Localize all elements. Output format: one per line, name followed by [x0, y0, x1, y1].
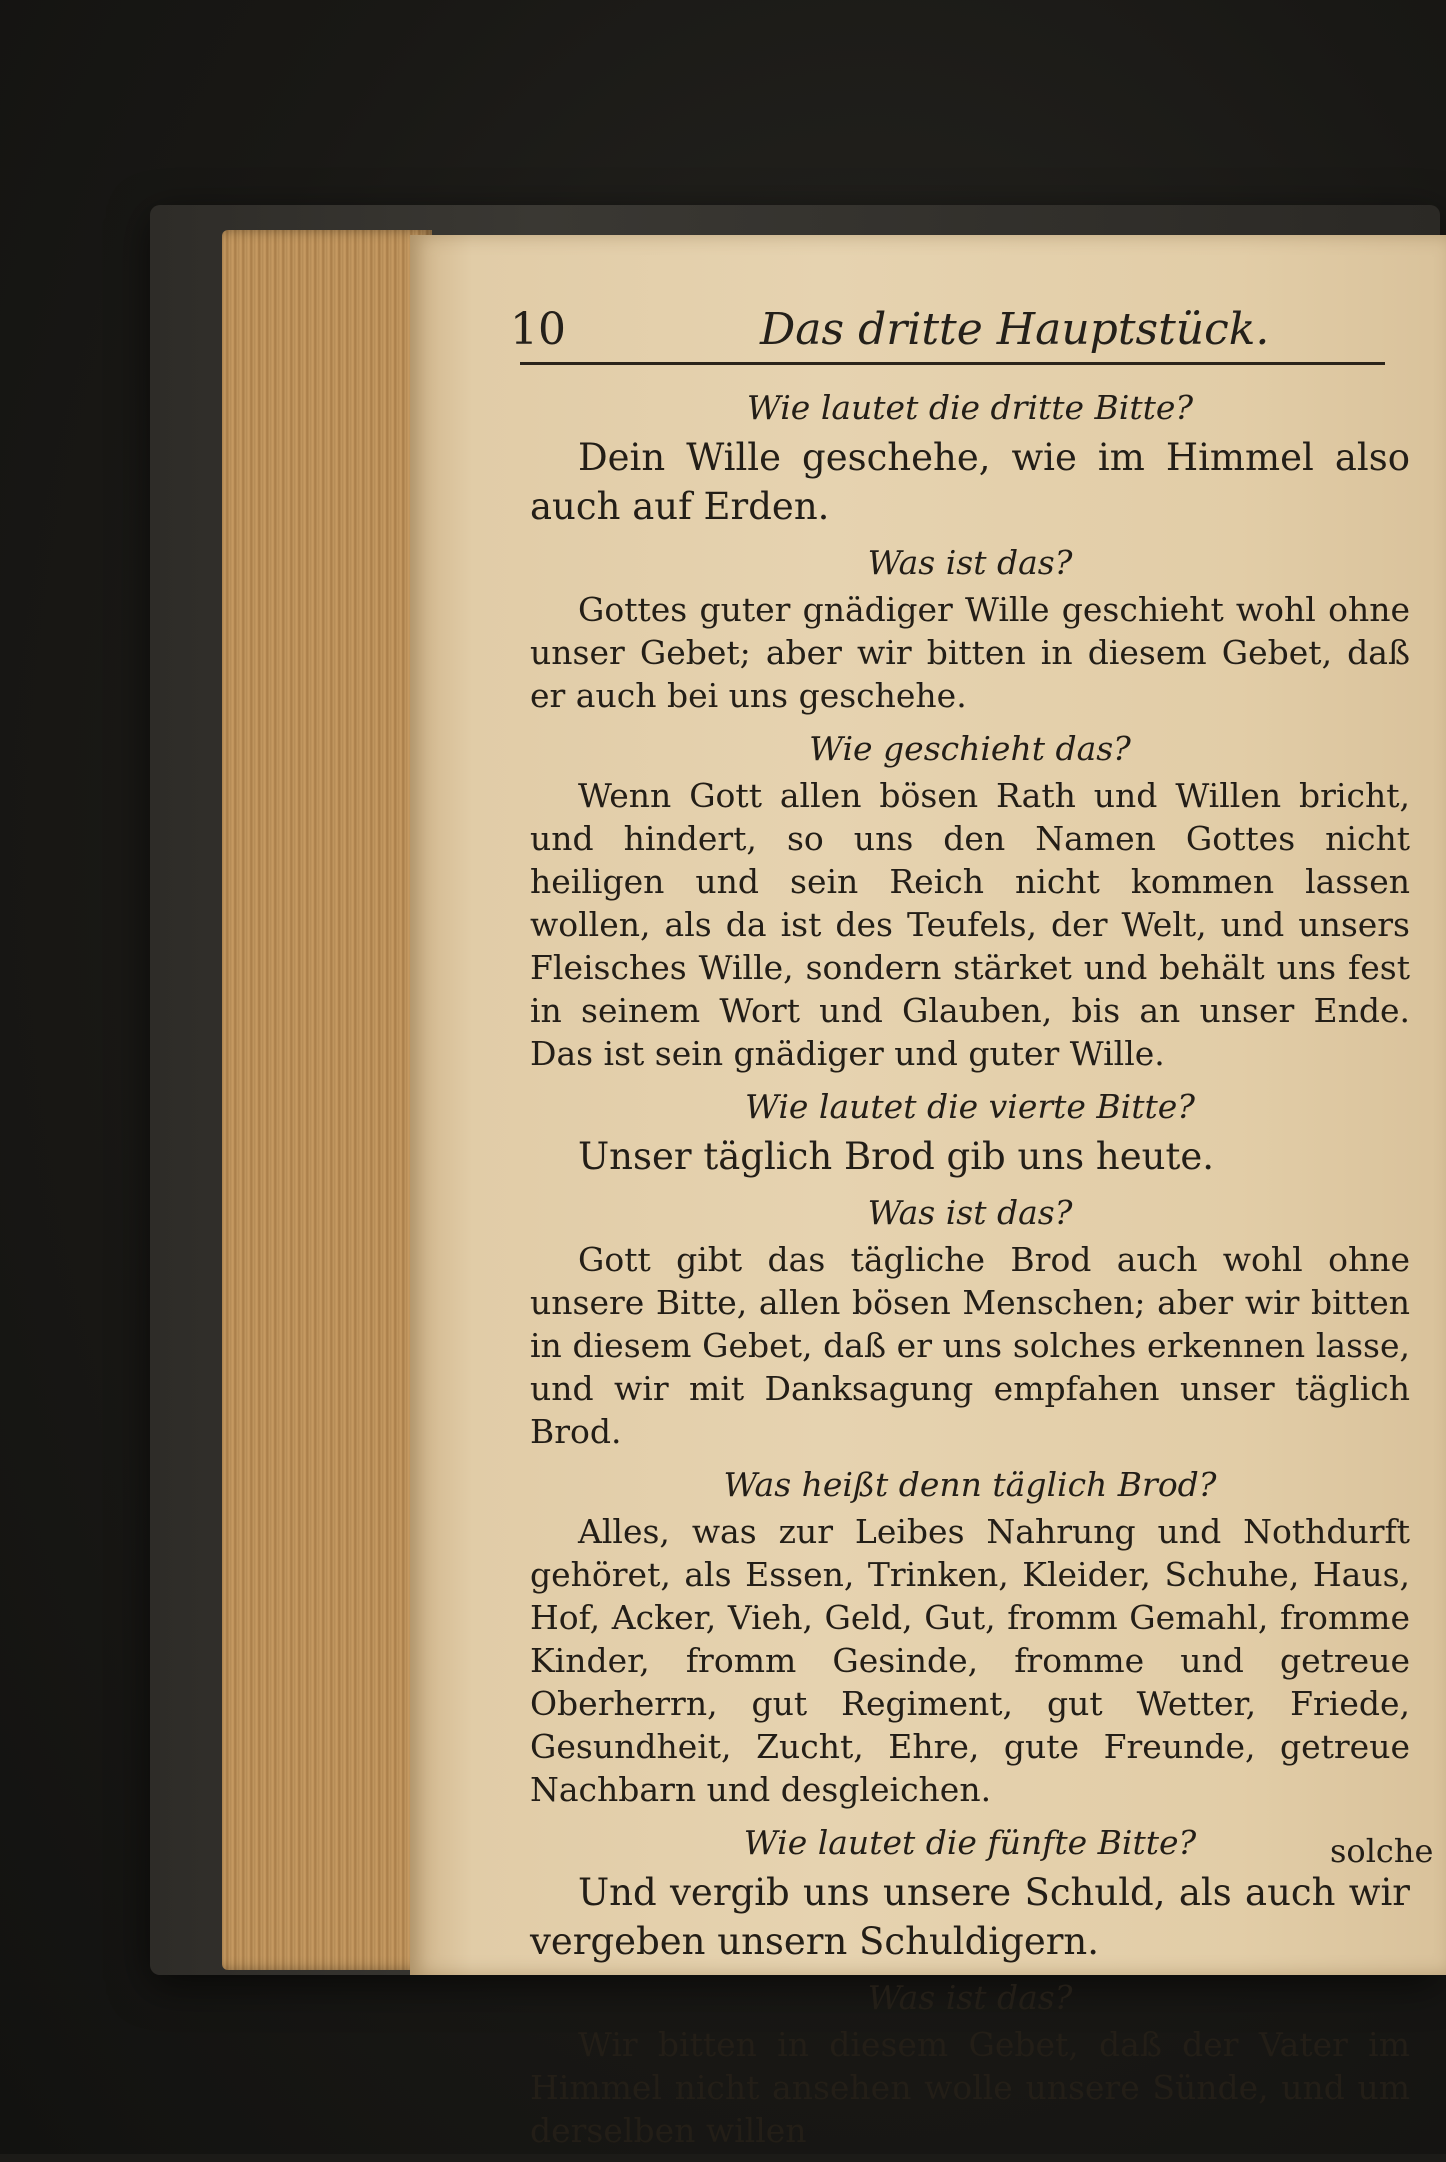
running-head: Das dritte Hauptstück.: [760, 304, 1270, 355]
answer-1: Dein Wille geschehe, wie im Himmel also auch auf Erden.: [530, 436, 1410, 528]
answer-4: Unser täglich Brod gib uns heute.: [578, 1135, 1214, 1178]
question-2: Was ist das?: [867, 543, 1073, 582]
question-3: Wie geschieht das?: [809, 729, 1131, 768]
answer-3: Wenn Gott allen bösen Rath und Willen bricht, und hindert, so uns den Namen Gottes nicht heiligen und sein Reich nicht kommen lassen wollen, als da ist des Teufels, der Welt, und unsers Fleisches Wille, sondern stärket und behält uns fest in seinem Wort und Glauben, bis an unser Ende. Das ist sein gnädiger und guter Wille.: [530, 776, 1410, 1073]
question-6: Was heißt denn täglich Brod?: [723, 1465, 1217, 1504]
question-8: Was ist das?: [867, 1978, 1073, 2017]
question-5: Was ist das?: [867, 1193, 1073, 1232]
question-4: Wie lautet die vierte Bitte?: [745, 1087, 1195, 1126]
question-1: Wie lautet die dritte Bitte?: [746, 388, 1194, 427]
header-rule: [520, 362, 1385, 365]
answer-8: Wir bitten in diesem Gebet, daß der Vater im Himmel nicht ansehen wolle unsere Sünde, und um derselben willen: [530, 2025, 1410, 2150]
answer-6: Alles, was zur Leibes Nahrung und Nothdurft gehöret, als Essen, Trinken, Kleider, Schuhe, Haus, Hof, Acker, Vieh, Geld, Gut, fromm Gemahl, fromme Kinder, fromm Gesinde, fromme und getreue Oberherrn, gut Regiment, gut Wetter, Friede, Gesundheit, Zucht, Ehre, gute Freunde, getreue Nachbarn und desgleichen.: [530, 1512, 1410, 1809]
question-7: Wie lautet die fünfte Bitte?: [743, 1823, 1197, 1862]
answer-7: Und vergib uns unsere Schuld, als auch wir vergeben unsern Schuldigern.: [530, 1871, 1410, 1963]
page-content: [530, 380, 1410, 2162]
answer-5: Gott gibt das tägliche Brod auch wohl ohne unsere Bitte, allen bösen Menschen; aber wir bitten in diesem Gebet, daß er uns solches erkennen lasse, und wir mit Danksagung empfahen unser täglich Brod.: [530, 1240, 1410, 1451]
page-number: 10: [510, 304, 566, 355]
page-edges: [222, 230, 432, 1970]
page-header: [510, 300, 1390, 360]
catchword: solche: [1330, 1832, 1434, 1870]
answer-2: Gottes guter gnädiger Wille geschieht wohl ohne unser Gebet; aber wir bitten in diesem Gebet, daß er auch bei uns geschehe.: [530, 590, 1410, 715]
